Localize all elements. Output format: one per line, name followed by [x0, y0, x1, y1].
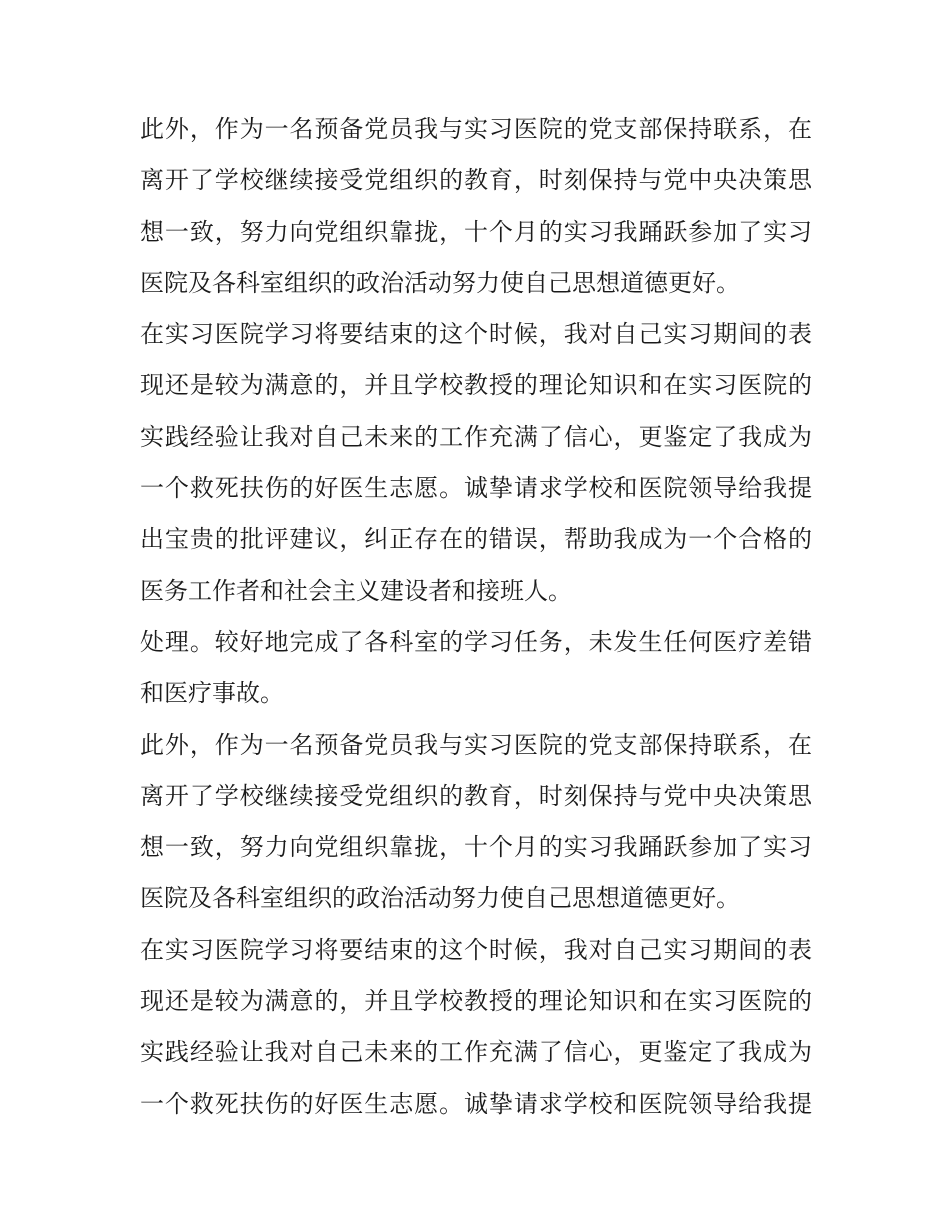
text-line: 此外，作为一名预备党员我与实习医院的党支部保持联系，在 [140, 730, 812, 759]
paragraph-5 [140, 925, 812, 1130]
text-line: 离开了学校继续接受党组织的教育，时刻保持与党中央决策思 [140, 781, 812, 810]
text-line: 在实习医院学习将要结束的这个时候，我对自己实习期间的表 [140, 320, 812, 349]
paragraph-4 [140, 720, 812, 925]
document-body [140, 104, 812, 1130]
text-line: 处理。较好地完成了各科室的学习任务，未发生任何医疗差错 [140, 627, 812, 656]
text-line: 医院及各科室组织的政治活动努力使自己思想道德更好。 [140, 268, 740, 297]
text-line: 想一致，努力向党组织靠拢，十个月的实习我踊跃参加了实习 [140, 217, 812, 246]
text-line: 此外，作为一名预备党员我与实习医院的党支部保持联系，在 [140, 115, 812, 143]
text-line: 出宝贵的批评建议，纠正存在的错误，帮助我成为一个合格的 [140, 525, 812, 554]
text-line: 一个救死扶伤的好医生志愿。诚挚请求学校和医院领导给我提 [140, 474, 812, 503]
text-line: 现还是较为满意的，并且学校教授的理论知识和在实习医院的 [140, 371, 812, 400]
text-line: 和医疗事故。 [140, 679, 284, 708]
text-line: 一个救死扶伤的好医生志愿。诚挚请求学校和医院领导给我提 [140, 1089, 812, 1118]
text-line: 实践经验让我对自己未来的工作充满了信心，更鉴定了我成为 [140, 422, 812, 451]
paragraph-2 [140, 309, 812, 617]
paragraph-3 [140, 617, 812, 720]
text-line: 现还是较为满意的，并且学校教授的理论知识和在实习医院的 [140, 987, 812, 1016]
text-line: 离开了学校继续接受党组织的教育，时刻保持与党中央决策思 [140, 166, 812, 195]
text-line: 在实习医院学习将要结束的这个时候，我对自己实习期间的表 [140, 935, 812, 964]
text-line: 医务工作者和社会主义建设者和接班人。 [140, 576, 572, 605]
text-line: 医院及各科室组织的政治活动努力使自己思想道德更好。 [140, 884, 740, 913]
text-line: 想一致，努力向党组织靠拢，十个月的实习我踊跃参加了实习 [140, 833, 812, 862]
text-line: 实践经验让我对自己未来的工作充满了信心，更鉴定了我成为 [140, 1038, 812, 1067]
paragraph-1 [140, 104, 812, 309]
